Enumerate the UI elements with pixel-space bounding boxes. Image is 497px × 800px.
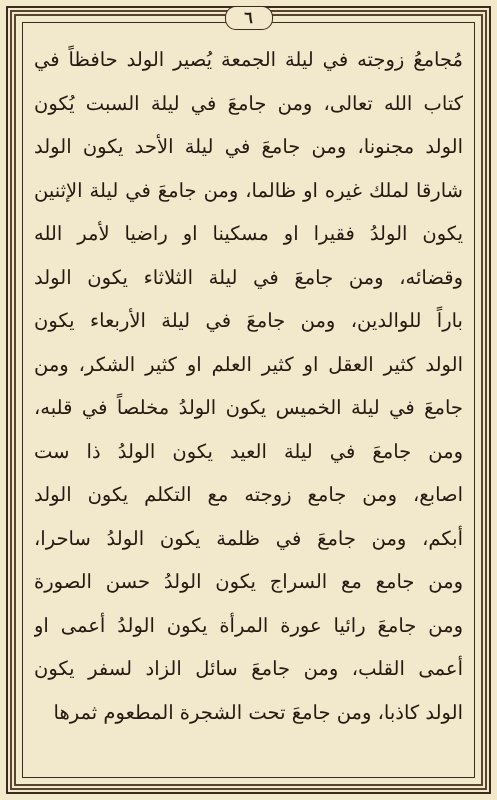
arabic-text-body [34, 40, 463, 766]
text-line: اصابع، ومن جامع زوجته مع التكلم يكون الولد [34, 483, 463, 506]
text-line: جامعَ في ليلة الخميس يكون الولدُ مخلصاً في قلبه، [34, 396, 463, 419]
text-line: ومن جامعَ في ليلة العيد يكون الولدُ ذا ست [34, 439, 463, 463]
text-line: ومن جامع مع السراج يكون الولدُ حسن الصورة [34, 570, 463, 593]
text-line: شارقا لملك غيره او ظالما، ومن جامعَ في ليلة الإثنين [34, 178, 463, 202]
text-line: الولد مجنونا، ومن جامعَ في ليلة الأحد يكون الولد [34, 135, 463, 158]
text-line: يكون الولدُ فقيرا او مسكينا او راضيا لأمر الله [34, 222, 463, 245]
text-line: أعمى القلب، ومن جامعَ سائل الزاد لسفر يكون [34, 657, 463, 680]
text-line: مُجامعُ زوجته في ليلة الجمعة يُصير الولد حافظاً في [34, 48, 463, 71]
page-number: ٦ [225, 6, 273, 30]
text-line: كتاب الله تعالى، ومن جامعَ في ليلة السبت يُكون [34, 91, 463, 115]
text-line: وقضائه، ومن جامعَ في ليلة الثلاثاء يكون الولد [34, 265, 463, 289]
text-line: الولد كثير العقل او كثير العلم او كثير الشكر، ومن [34, 352, 463, 376]
text-line: أبكم، ومن جامعَ في ظلمة يكون الولدُ ساحرا، [34, 526, 463, 550]
text-line: باراً للوالدين، ومن جامعَ في ليلة الأربعاء يكون [34, 309, 463, 332]
text-line: ومن جامعَ رائيا عورة المرأة يكون الولدُ أعمى او [34, 613, 463, 637]
text-line: الولد كاذبا، ومن جامعَ تحت الشجرة المطعوم ثمرها [53, 700, 463, 724]
